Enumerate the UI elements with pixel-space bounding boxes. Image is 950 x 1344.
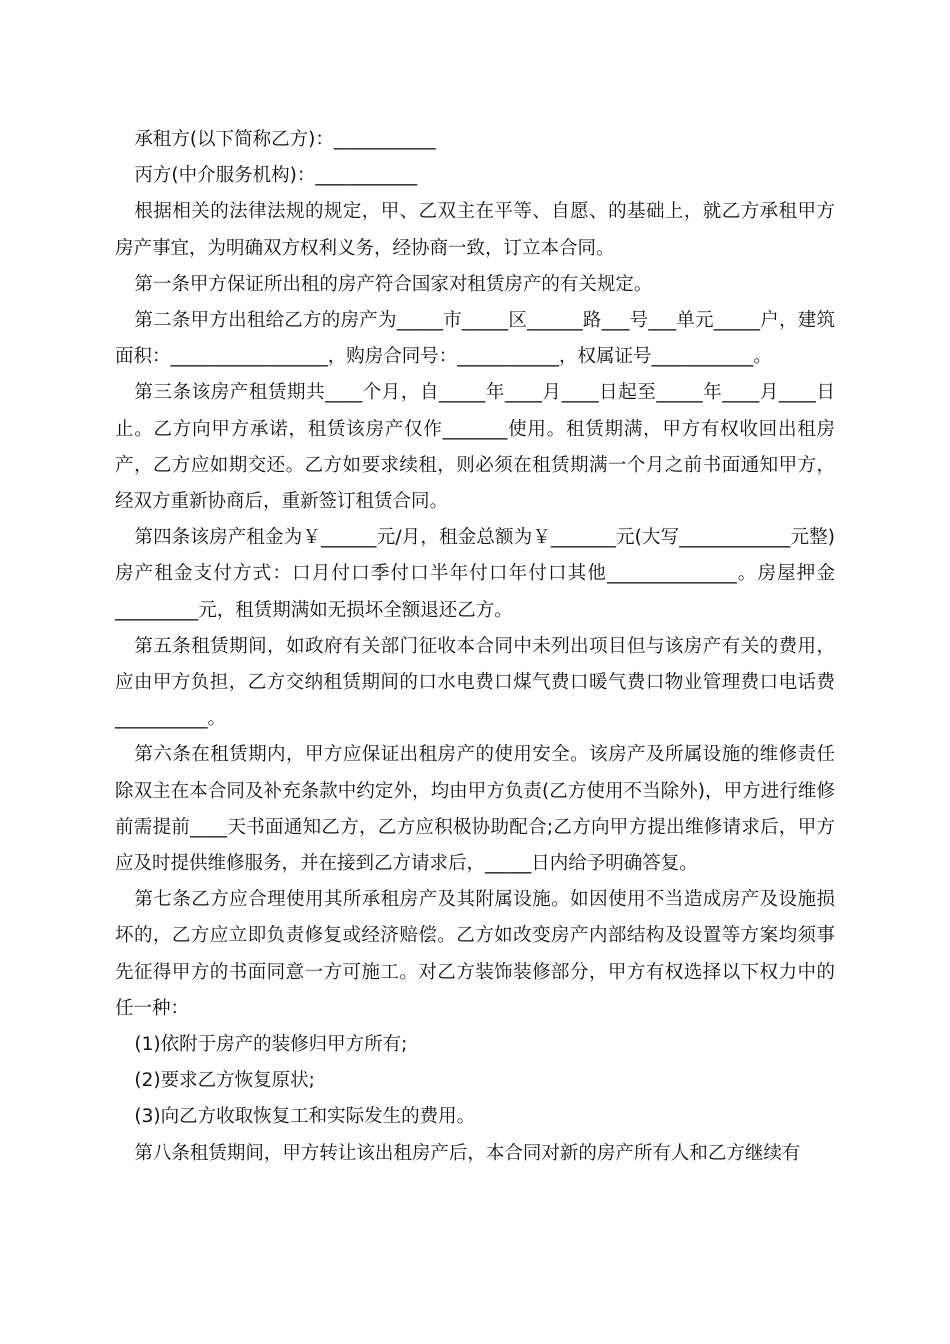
article-7: 第七条乙方应合理使用其所承租房产及其附属设施。如因使用不当造成房产及设施损坏的，乙方应立即负责修复或经济赔偿。乙方如改变房产内部结构及设置等方案均须事先征得甲方的书面同意一方可施工。对乙方装饰装修部分，甲方有权选择以下权力中的任一种： xyxy=(115,889,835,1019)
article-1: 第一条甲方保证所出租的房产符合国家对租赁房产的有关规定。 xyxy=(134,273,653,295)
article-4: 第四条该房产租金为￥______元/月，租金总额为￥_______元(大写____________元整)房产租金支付方式：口月付口季付口半年付口年付口其他______________。房屋押金_________元，租赁期满如无损坏全额退还乙方。 xyxy=(115,527,835,621)
preamble-paragraph: 根据相关的法律法规的规定，甲、乙双主在平等、自愿、的基础上，就乙方承租甲方房产事宜，为明确双方权利义务，经协商一致，订立本合同。 xyxy=(115,201,835,259)
article-7-option-2: (2)要求乙方恢复原状; xyxy=(134,1070,315,1092)
article-7-option-3: (3)向乙方收取恢复工和实际发生的费用。 xyxy=(134,1106,476,1128)
article-5: 第五条租赁期间，如政府有关部门征收本合同中未列出项目但与该房产有关的费用，应由甲方负担，乙方交纳租赁期间的口水电费口煤气费口暖气费口物业管理费口电话费__________。 xyxy=(115,635,835,730)
lessee-line: 承租方(以下简称乙方)：___________ xyxy=(134,129,436,150)
article-6: 第六条在租赁期内，甲方应保证出租房产的使用安全。该房产及所属设施的维修责任除双主在本合同及补充条款中约定外，均由甲方负责(乙方使用不当除外)，甲方进行维修前需提前____天书面通知乙方，乙方应积极协助配合;乙方向甲方提出维修请求后，甲方应及时提供维修服务，并在接到乙方请求后，_____日内给予明确答复。 xyxy=(115,744,835,875)
contract-body xyxy=(115,122,835,1172)
agency-line: 丙方(中介服务机构)：___________ xyxy=(134,165,418,187)
article-8: 第八条租赁期间，甲方转让该出租房产后，本合同对新的房产所有人和乙方继续有 xyxy=(134,1142,801,1164)
article-2: 第二条甲方出租给乙方的房产为_____市_____区______路___号___单元_____户，建筑面积：_________________，购房合同号：___________，权属证号___________。 xyxy=(115,310,835,368)
article-3: 第三条该房产租赁期共____个月，自_____年____月____日起至_____年____月____日止。乙方向甲方承诺，租赁该房产仅作_______使用。租赁期满，甲方有权收回出租房产，乙方应如期交还。乙方如要求续租，则必须在租赁期满一个月之前书面通知甲方，经双方重新协商后，重新签订租赁合同。 xyxy=(115,382,835,513)
article-7-option-1: (1)依附于房产的装修归甲方所有; xyxy=(134,1034,408,1056)
